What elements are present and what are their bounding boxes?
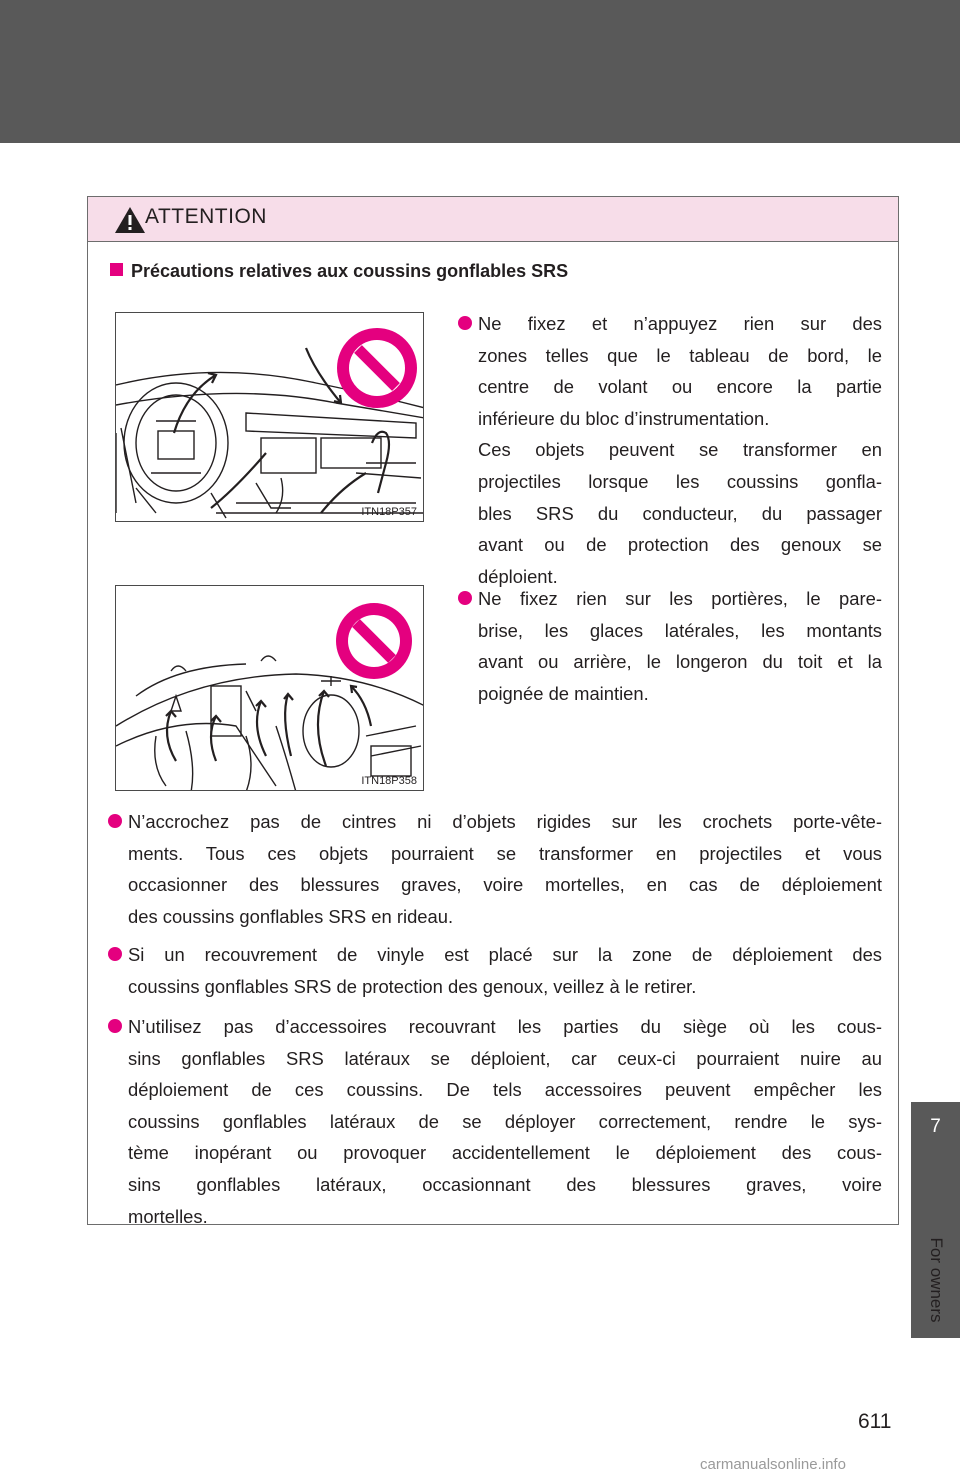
text-line: poignée de maintien. (478, 682, 649, 704)
prohibition-icon (336, 603, 412, 679)
text-line: Ces objets peuvent se transformer en (478, 439, 882, 461)
text-line: des coussins gonflables SRS en rideau. (128, 905, 454, 927)
attention-header (88, 197, 898, 242)
text-line: sins gonflables SRS latéraux se déploient, car ceux-ci pourraient nuire au (128, 1047, 882, 1069)
text-line: coussins gonflables latéraux de se déployer correctement, rendre le sys- (128, 1110, 882, 1132)
text-line: tème inopérant ou provoquer accidentellement le déploiement des cous- (128, 1142, 882, 1164)
text-line: sins gonflables latéraux, occasionnant des blessures graves, voire (128, 1173, 882, 1195)
text-line: Si un recouvrement de vinyle est placé sur la zone de déploiement des (128, 944, 882, 965)
bullet-dot-icon (458, 591, 472, 605)
text-line: N’accrochez pas de cintres ni d’objets rigides sur les crochets porte-vête- (128, 811, 882, 832)
text-line: déploient. (478, 565, 558, 587)
section-heading (110, 261, 568, 282)
watermark: carmanualsonline.info (700, 1456, 846, 1473)
figure-code: ITN18P358 (361, 775, 417, 787)
text-line: ments. Tous ces objets pourraient se transformer en projectiles et vous (128, 842, 882, 864)
header-band (0, 0, 960, 143)
figure-code: ITN18P357 (361, 506, 417, 518)
bullet-vinyl (128, 939, 882, 1002)
bullet-dot-icon (458, 316, 472, 330)
text-line: avant ou de protection des genoux se (478, 534, 882, 556)
bullet-hangers (128, 806, 882, 932)
text-line: coussins gonflables SRS de protection des genoux, veillez à le retirer. (128, 975, 697, 997)
text-line: mortelles. (128, 1205, 208, 1227)
bullet-dot-icon (108, 1019, 122, 1033)
bullet-accessories (128, 1011, 882, 1232)
bullet-dot-icon (108, 814, 122, 828)
dashboard-drawing (116, 313, 424, 522)
text-line: Ne fixez et n’appuyez rien sur des (478, 313, 882, 334)
text-line: brise, les glaces latérales, les montants (478, 619, 882, 641)
text-line: projectiles lorsque les coussins gonfla- (478, 470, 882, 492)
square-bullet-icon (110, 263, 123, 276)
interior-drawing (116, 586, 424, 791)
text-line: centre de volant ou encore la partie (478, 376, 882, 398)
warning-triangle-icon (114, 206, 146, 234)
chapter-number: 7 (930, 1116, 941, 1137)
prohibition-icon (337, 328, 417, 408)
text-line: déploiement de ces coussins. De tels accessoires peuvent empêcher les (128, 1079, 882, 1101)
bullet-doors (478, 583, 882, 709)
text-line: N’utilisez pas d’accessoires recouvrant les parties du siège où les cous- (128, 1016, 882, 1037)
text-line: avant ou arrière, le longeron du toit et la (478, 651, 882, 673)
attention-title: ATTENTION (145, 205, 267, 228)
text-line: zones telles que le tableau de bord, le (478, 344, 882, 366)
bullet-dot-icon (108, 947, 122, 961)
text-line: inférieure du bloc d’instrumentation. (478, 407, 770, 429)
text-line: bles SRS du conducteur, du passager (478, 502, 882, 524)
interior-illustration (115, 585, 424, 791)
text-line: Ne fixez rien sur les portières, le pare- (478, 588, 882, 609)
section-heading-text: Précautions relatives aux coussins gonflables SRS (131, 261, 569, 281)
dashboard-illustration (115, 312, 424, 522)
page-number: 611 (858, 1410, 892, 1433)
text-line: occasionner des blessures graves, voire mortelles, en cas de déploiement (128, 874, 882, 896)
chapter-name: For owners (927, 1237, 946, 1323)
bullet-dashboard (478, 308, 882, 592)
attention-box (87, 196, 899, 1225)
